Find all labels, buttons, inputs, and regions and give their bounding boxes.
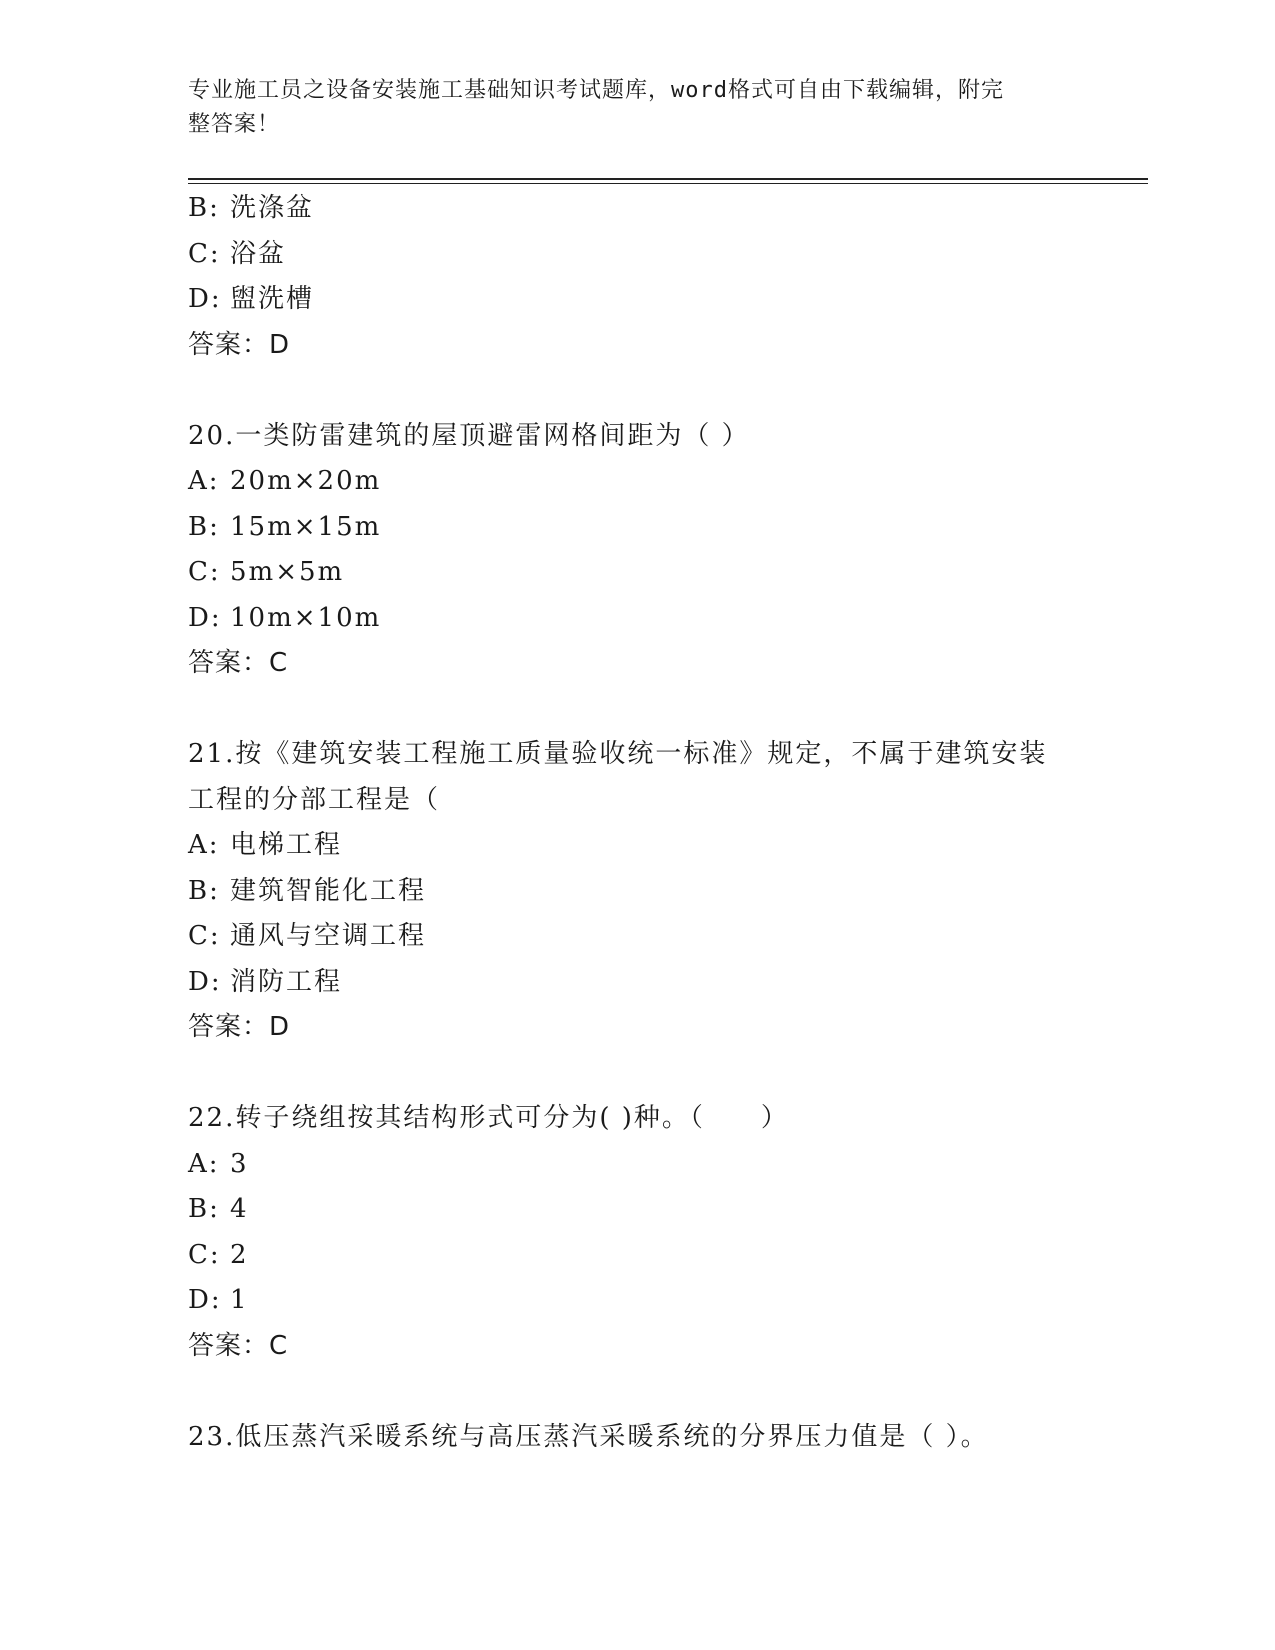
answer-line: 答案：C: [188, 648, 289, 678]
document-header: [188, 74, 1068, 142]
option-b: B: 建筑智能化工程: [188, 875, 427, 906]
option-a: A: 3: [188, 1148, 249, 1179]
question-stem: 20.一类防雷建筑的屋顶避雷网格间距为（ ）: [188, 420, 750, 451]
header-line-1: 专业施工员之设备安装施工基础知识考试题库，word格式可自由下载编辑，附完: [188, 78, 1004, 103]
option-b: B: 4: [188, 1194, 249, 1224]
question-23: [188, 1415, 1088, 1461]
spacer: [188, 1051, 1088, 1097]
question-stem: 22.转子绕组按其结构形式可分为( )种。（ ）: [188, 1103, 789, 1133]
option-a: A: 电梯工程: [188, 830, 343, 860]
question-fragment: [188, 186, 1088, 368]
question-21: [188, 732, 1088, 1051]
question-stem: 23.低压蒸汽采暖系统与高压蒸汽采暖系统的分界压力值是（ ）。: [188, 1421, 989, 1452]
option-d: D: 10m×10m: [188, 602, 382, 633]
option-c: C: 通风与空调工程: [188, 921, 427, 951]
spacer: [188, 687, 1088, 733]
answer-line: 答案：C: [188, 1330, 289, 1361]
option-b: B: 洗涤盆: [188, 193, 315, 223]
option-d: D: 盥洗槽: [188, 284, 315, 314]
option-c: C: 5m×5m: [188, 557, 345, 587]
header-line-2: 整答案！: [188, 112, 281, 137]
option-c: C: 2: [188, 1239, 249, 1270]
spacer: [188, 1369, 1088, 1415]
question-stem-line-1: 21.按《建筑安装工程施工质量验收统一标准》规定，不属于建筑安装: [188, 739, 1048, 769]
option-d: D: 消防工程: [188, 966, 343, 997]
question-20: [188, 414, 1088, 687]
question-list: [188, 186, 1088, 1460]
answer-line: 答案：D: [188, 1012, 291, 1042]
header-divider-thick: [188, 178, 1148, 180]
question-22: [188, 1096, 1088, 1369]
option-b: B: 15m×15m: [188, 511, 382, 542]
option-a: A: 20m×20m: [188, 466, 382, 496]
answer-line: 答案：D: [188, 329, 291, 360]
option-c: C: 浴盆: [188, 238, 287, 269]
spacer: [188, 368, 1088, 414]
question-stem-line-2: 工程的分部工程是（: [188, 784, 441, 815]
option-d: D: 1: [188, 1285, 249, 1315]
header-divider-thin: [188, 183, 1148, 184]
